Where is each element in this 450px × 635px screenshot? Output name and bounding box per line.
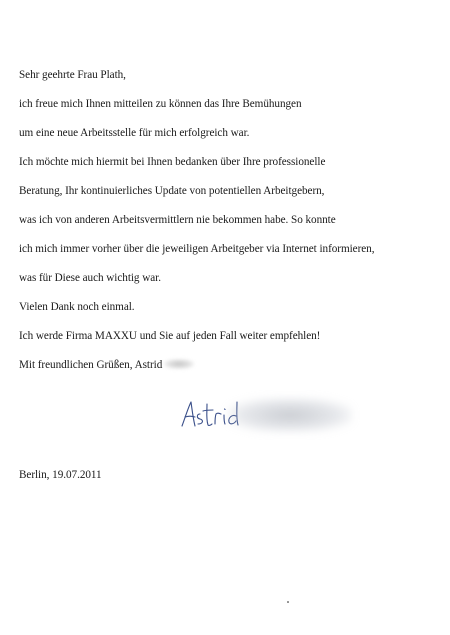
letter-line-6: ich mich immer vorher über die jeweiligen Arbeitgeber via Internet informieren, [19, 243, 375, 255]
letter-line-7: was für Diese auch wichtig war. [19, 272, 161, 284]
redacted-surname [164, 359, 194, 369]
place-date: Berlin, 19.07.2011 [19, 469, 102, 481]
letter-line-8: Vielen Dank noch einmal. [19, 301, 135, 313]
letter-line-9: Ich werde Firma MAXXU und Sie auf jeden Fall weiter empfehlen! [19, 330, 321, 342]
letter-line-2: um eine neue Arbeitsstelle für mich erfolgreich war. [19, 127, 250, 139]
letter-line-5: was ich von anderen Arbeitsvermittlern nie bekommen habe. So konnte [19, 214, 336, 226]
redacted-signature-surname [228, 398, 352, 432]
scan-speck [287, 601, 289, 603]
letter-line-4: Beratung, Ihr kontinuierliches Update von potentiellen Arbeitgebern, [19, 185, 325, 197]
closing-text: Mit freundlichen Grüßen, Astrid [19, 359, 163, 371]
salutation: Sehr geehrte Frau Plath, [19, 69, 126, 81]
letter-line-1: ich freue mich Ihnen mitteilen zu können das Ihre Bemühungen [19, 98, 302, 110]
letter-line-3: Ich möchte mich hiermit bei Ihnen bedanken über Ihre professionelle [19, 156, 326, 168]
closing-line [19, 358, 194, 372]
